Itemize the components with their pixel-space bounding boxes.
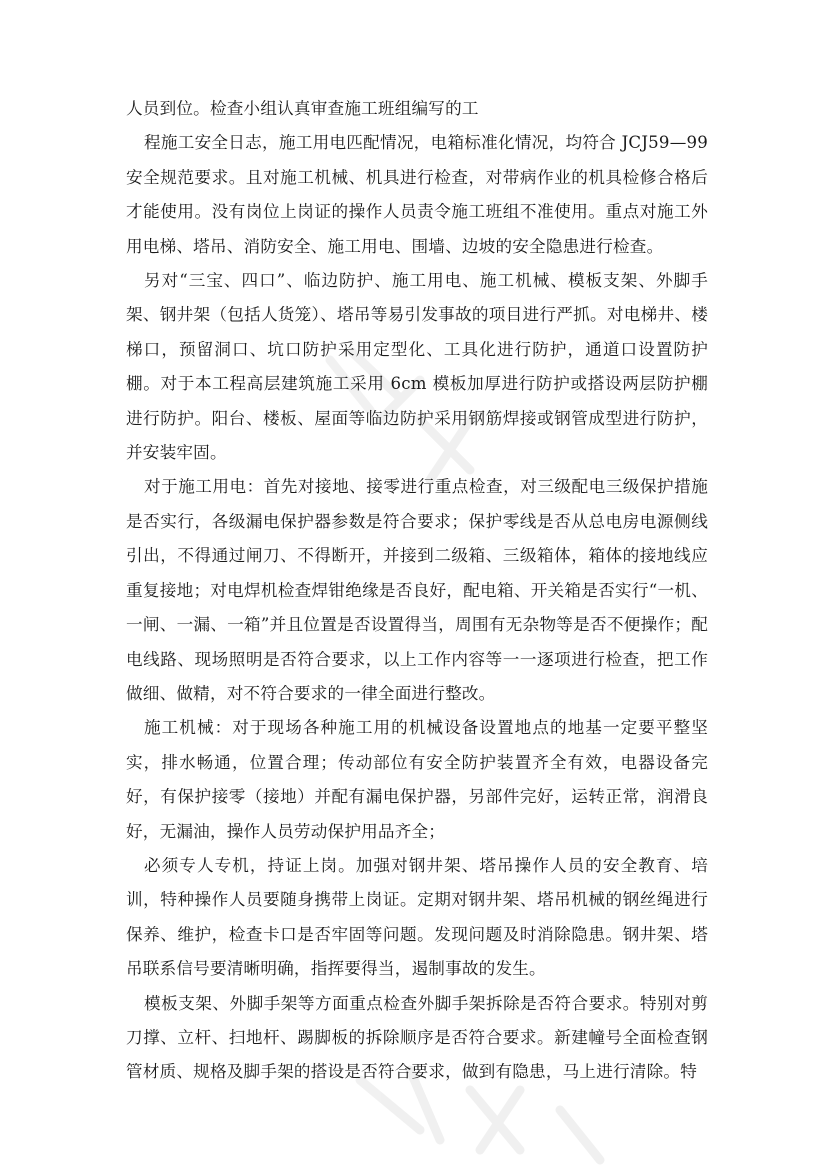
paragraph-3: 另对“三宝、四口”、临边防护、施工用电、施工机械、模板支架、外脚手架、钢井架（包括人货笼）、塔吊等易引发事故的项目进行严抓。对电梯井、楼梯口，预留洞口、坑口防护采用定型化、工具化进行防护，通道口设置防护棚。对于本工程高层建筑施工采用 6cm 模板加厚进行防护或搭设两层防护棚进行防护。阳台、楼板、屋面等临边防护采用钢筋焊接或钢管成型进行防护，并安装牢固。 — [126, 271, 708, 463]
paragraph-7: 模板支架、外脚手架等方面重点检查外脚手架拆除是否符合要求。特别对剪刀撑、立杆、扫地杆、踢脚板的拆除顺序是否符合要求。新建幢号全面检查钢管材质、规格及脚手架的搭设是否符合要求，做到有隐患，马上进行清除。特 — [126, 993, 708, 1082]
paragraph-5: 施工机械：对于现场各种施工用的机械设备设置地点的地基一定要平整坚实，排水畅通，位置合理；传动部位有安全防护装置齐全有效，电器设备完好，有保护接零（接地）并配有漏电保护器，另部件完好，运转正常，润滑良好，无漏油，操作人员劳动保护用品齐全； — [126, 718, 708, 841]
paragraph-1: 人员到位。检查小组认真审查施工班组编写的工 — [126, 99, 479, 118]
paragraph-4: 对于施工用电：首先对接地、接零进行重点检查，对三级配电三级保护措施是否实行，各级漏电保护器参数是符合要求；保护零线是否从总电房电源侧线引出，不得通过闸刀、不得断开，并接到二级箱、三级箱体，箱体的接地线应重复接地；对电焊机检查焊钳绝缘是否良好，配电箱、开关箱是否实行“一机、一闸、一漏、一箱”并且位置是否设置得当，周围有无杂物等是否不便操作；配电线路、现场照明是否符合要求，以上工作内容等一一逐项进行检查，把工作做细、做精，对不符合要求的一律全面进行整改。 — [126, 477, 708, 703]
paragraph-2: 程施工安全日志，施工用电匹配情况，电箱标准化情况，均符合 JCJ59—99 安全规范要求。且对施工机械、机具进行检查，对带病作业的机具检修合格后才能使用。没有岗位上岗证的操作人员责令施工班组不准使用。重点对施工外用电梯、塔吊、消防安全、施工用电、围墙、边坡的安全隐患进行检查。 — [126, 133, 708, 256]
document-body — [126, 92, 708, 1090]
paragraph-6: 必须专人专机，持证上岗。加强对钢井架、塔吊操作人员的安全教育、培训，特种操作人员要随身携带上岗证。定期对钢井架、塔吊机械的钢丝绳进行保养、维护，检查卡口是否牢固等问题。发现问题及时消除隐患。钢井架、塔吊联系信号要清晰明确，指挥要得当，遏制事故的发生。 — [126, 855, 708, 979]
